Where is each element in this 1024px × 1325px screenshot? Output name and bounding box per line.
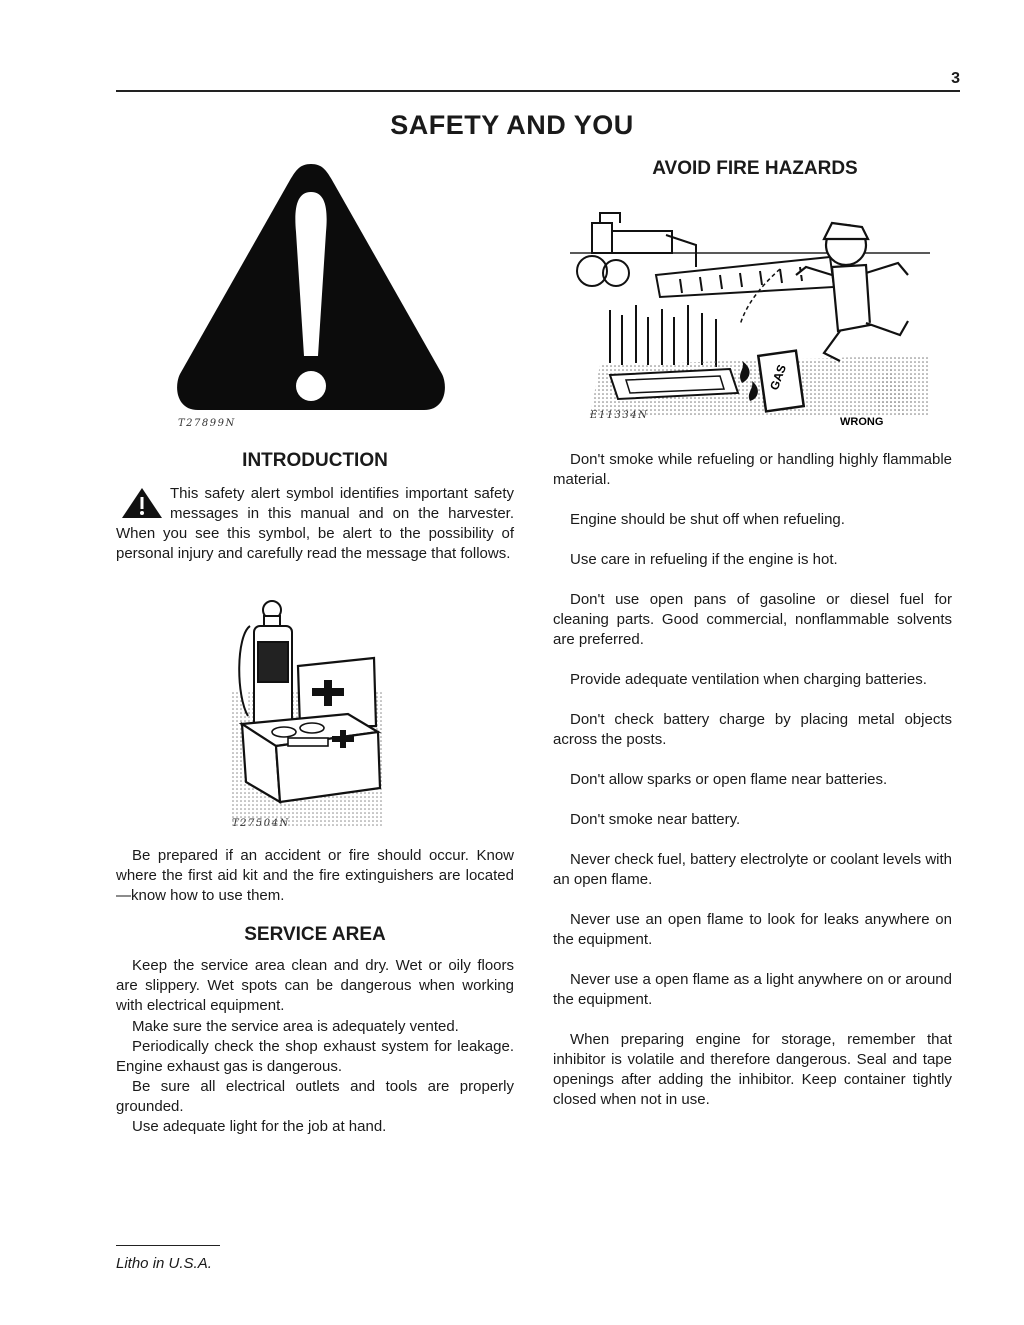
- fire-rule: Never check fuel, battery electrolyte or coolant levels with an open flame.: [553, 851, 952, 888]
- first-aid-kit-and-extinguisher-icon: [228, 596, 384, 830]
- fire-rule: Don't use open pans of gasoline or diesel fuel for cleaning parts. Good commercial, nonflammable solvents are preferred.: [553, 591, 952, 648]
- fire-rule: Don't smoke while refueling or handling highly flammable material.: [553, 451, 952, 488]
- header-rule: [116, 90, 960, 92]
- fire-hazard-illustration: [570, 205, 940, 430]
- introduction-section: [116, 484, 514, 564]
- service-paragraph: Make sure the service area is adequately vented.: [132, 1018, 459, 1035]
- fire-rule: Never use an open flame to look for leaks anywhere on the equipment.: [553, 911, 952, 948]
- fire-hazards-heading: AVOID FIRE HAZARDS: [652, 158, 858, 179]
- fire-hazards-list: [553, 450, 952, 1130]
- fire-rule: Engine should be shut off when refueling.: [570, 511, 845, 528]
- footer-litho: Litho in U.S.A.: [116, 1255, 212, 1272]
- fire-rule: When preparing engine for storage, remember that inhibitor is volatile and therefore dangerous. Seal and tape openings after adding the inhibitor. Keep container tightly closed when not in use.: [553, 1031, 952, 1108]
- figure-code-alert: T27899N: [178, 418, 236, 429]
- fire-rule: Don't smoke near battery.: [570, 811, 741, 828]
- service-paragraph: Use adequate light for the job at hand.: [132, 1118, 387, 1135]
- fire-rule: Provide adequate ventilation when charging batteries.: [570, 671, 927, 688]
- footer-rule: [116, 1245, 220, 1246]
- fire-rule: Use care in refueling if the engine is hot.: [570, 551, 838, 568]
- be-prepared-text: Be prepared if an accident or fire should occur. Know where the first aid kit and the fire extinguishers are located—know how to use them.: [116, 847, 514, 904]
- service-paragraph: Periodically check the shop exhaust system for leakage. Engine exhaust gas is dangerous.: [116, 1038, 514, 1075]
- service-paragraph: Be sure all electrical outlets and tools are properly grounded.: [116, 1078, 514, 1115]
- service-area-heading: SERVICE AREA: [244, 924, 386, 945]
- fire-rule: Never use a open flame as a light anywhere on or around the equipment.: [553, 971, 952, 1008]
- page-title: SAFETY AND YOU: [390, 110, 634, 140]
- first-aid-illustration: [228, 596, 384, 830]
- wrong-caption: WRONG: [840, 416, 884, 428]
- safety-alert-symbol-icon: [116, 484, 166, 524]
- warning-triangle-icon: [172, 160, 450, 418]
- refueling-wrong-illustration: [570, 205, 940, 430]
- page-number: 3: [951, 70, 960, 87]
- fire-rule: Don't allow sparks or open flame near batteries.: [570, 771, 888, 788]
- gas-can-label: GAS: [767, 362, 790, 392]
- service-paragraph: Keep the service area clean and dry. Wet or oily floors are slippery. Wet spots can be dangerous when working with electrical equipment.: [116, 957, 514, 1014]
- figure-code-kit: T27504N: [232, 818, 290, 829]
- fire-rule: Don't check battery charge by placing metal objects across the posts.: [553, 711, 952, 748]
- introduction-heading: INTRODUCTION: [242, 450, 388, 471]
- introduction-text: This safety alert symbol identifies important safety messages in this manual and on the harvester. When you see this symbol, be alert to the possibility of personal injury and carefully read the message that follows.: [116, 485, 514, 562]
- figure-code-fire: E11334N: [590, 410, 649, 421]
- safety-alert-figure: [172, 160, 450, 418]
